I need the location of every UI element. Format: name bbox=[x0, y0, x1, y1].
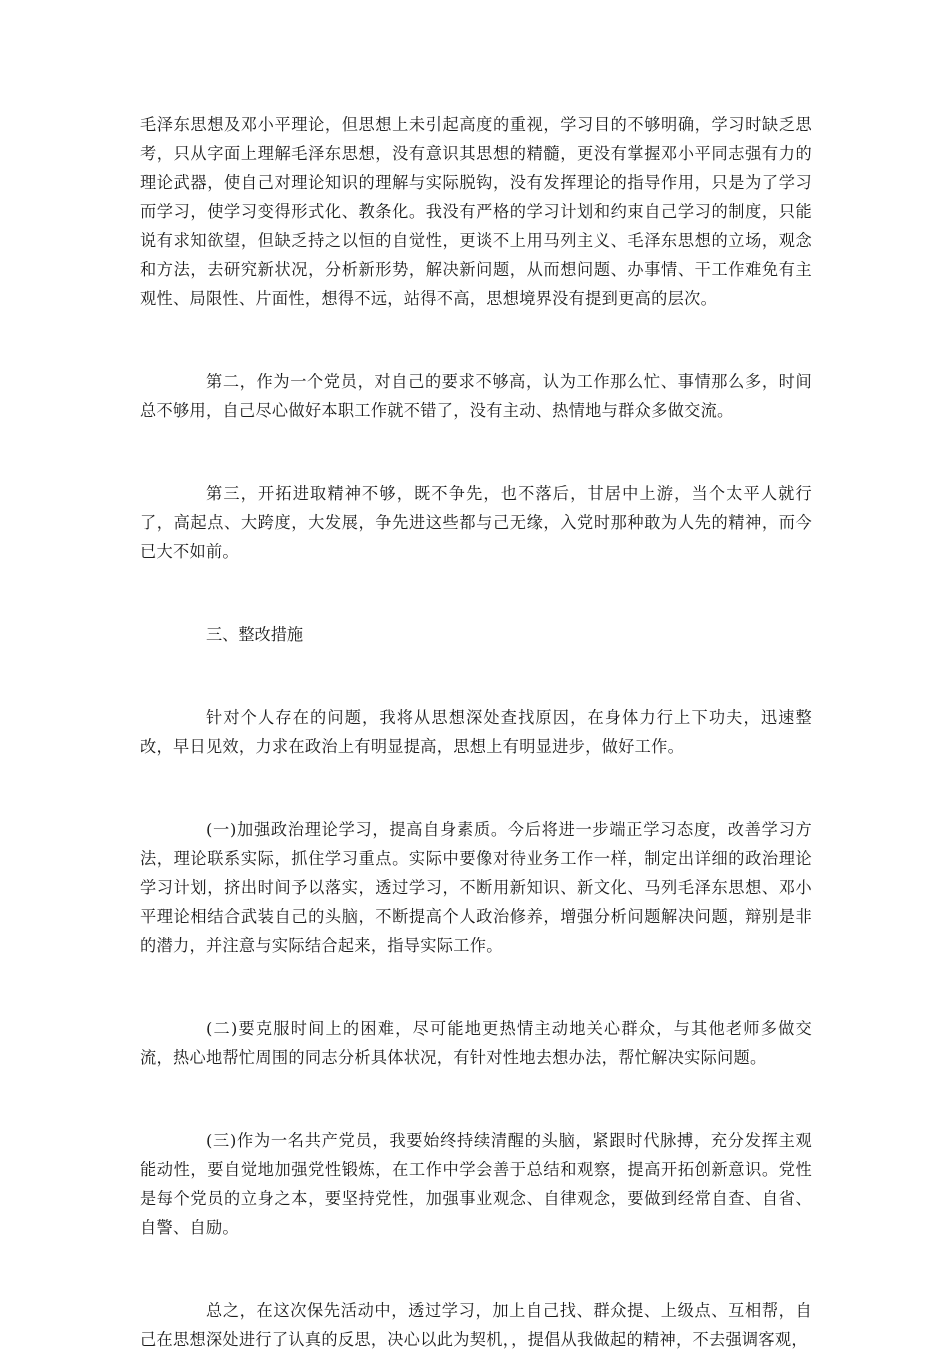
paragraph-point-two: 第二，作为一个党员，对自己的要求不够高，认为工作那么忙、事情那么多，时间总不够用，自己尽心做好本职工作就不错了，没有主动、热情地与群众多做交流。 bbox=[140, 372, 812, 420]
paragraph-rectification-intro: 针对个人存在的问题，我将从思想深处查找原因，在身体力行上下功夫，迅速整改，早日见效，力求在政治上有明显提高，思想上有明显进步，做好工作。 bbox=[140, 708, 812, 756]
paragraph-spacer bbox=[140, 313, 812, 367]
paragraph-measure-one: (一)加强政治理论学习，提高自身素质。今后将进一步端正学习态度，改善学习方法，理论联系实际，抓住学习重点。实际中要像对待业务工作一样，制定出详细的政治理论学习计划，挤出时间予以落实，透过学习，不断用新知识、新文化、马列毛泽东思想、邓小平理论相结合武装自己的头脑，不断提高个人政治修养，增强分析问题解决问题，辩别是非的潜力，并注意与实际结合起来，指导实际工作。 bbox=[140, 820, 812, 955]
paragraph-measure-three: (三)作为一名共产党员，我要始终持续清醒的头脑，紧跟时代脉搏，充分发挥主观能动性，要自觉地加强党性锻炼，在工作中学会善于总结和观察，提高开拓创新意识。党性是每个党员的立身之本，要坚持党性，加强事业观念、自律观念，要做到经常自查、自省、自警、自励。 bbox=[140, 1131, 812, 1237]
paragraph-spacer bbox=[140, 1242, 812, 1296]
paragraph-spacer bbox=[140, 425, 812, 479]
paragraph-spacer bbox=[140, 960, 812, 1014]
paragraph-spacer bbox=[140, 566, 812, 620]
section-heading-rectification: 三、整改措施 bbox=[206, 625, 304, 644]
paragraph-spacer bbox=[140, 1072, 812, 1126]
paragraph-conclusion: 总之，在这次保先活动中，透过学习，加上自己找、群众提、上级点、互相帮，自己在思想深处进行了认真的反思，决心以此为契机，，提倡从我做起的精神，不去强调客观， bbox=[140, 1301, 812, 1349]
paragraph-theory-study: 毛泽东思想及邓小平理论，但思想上未引起高度的重视，学习目的不够明确，学习时缺乏思考，只从字面上理解毛泽东思想，没有意识其思想的精髓，更没有掌握邓小平同志强有力的理论武器，使自己对理论知识的理解与实际脱钩，没有发挥理论的指导作用，只是为了学习而学习，使学习变得形式化、教条化。我没有严格的学习计划和约束自己学习的制度，只能说有求知欲望，但缺乏持之以恒的自觉性，更谈不上用马列主义、毛泽东思想的立场，观念和方法，去研究新状况，分析新形势，解决新问题，从而想问题、办事情、干工作难免有主观性、局限性、片面性，想得不远，站得不高，思想境界没有提到更高的层次。 bbox=[140, 115, 812, 308]
paragraph-spacer bbox=[140, 761, 812, 815]
paragraph-point-three: 第三，开拓进取精神不够，既不争先，也不落后，甘居中上游，当个太平人就行了，高起点、大跨度，大发展，争先进这些都与己无缘，入党时那种敢为人先的精神，而今已大不如前。 bbox=[140, 484, 812, 561]
paragraph-measure-two: (二)要克服时间上的困难，尽可能地更热情主动地关心群众，与其他老师多做交流，热心地帮忙周围的同志分析具体状况，有针对性地去想办法，帮忙解决实际问题。 bbox=[140, 1019, 812, 1067]
paragraph-spacer bbox=[140, 649, 812, 703]
document-page bbox=[140, 110, 812, 1354]
